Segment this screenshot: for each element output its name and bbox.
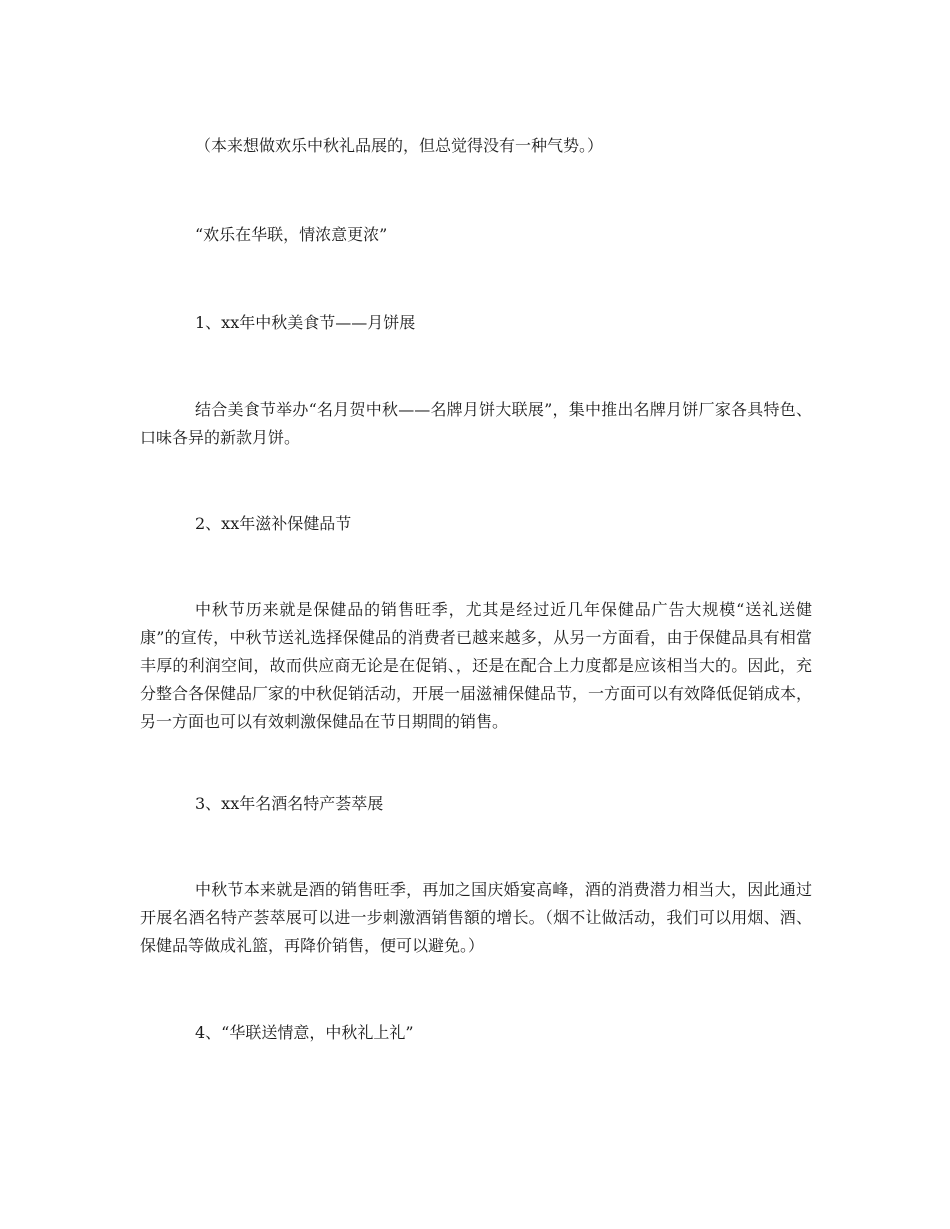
section-3-body: 中秋节本来就是酒的销售旺季，再加之国庆婚宴高峰，酒的消费潜力相当大，因此通过开展名酒名特产荟萃展可以进一步刺激酒销售額的增长。（烟不让做活动，我们可以用烟、酒、保健品等做成礼篮，再降价销售，便可以避免。）	[140, 880, 812, 955]
section-3-heading: 3、xx年名酒名特产荟萃展	[195, 794, 384, 813]
section-4-heading: 4、“华联送情意，中秋礼上礼”	[195, 1023, 414, 1042]
section-2-body: 中秋节历来就是保健品的销售旺季，尤其是经过近几年保健品广告大规模“送礼送健康”的宣传，中秋节送礼选择保健品的消费者已越来越多，从另一方面看，由于保健品具有相當丰厚的利润空间，故而供应商无论是在促销、，还是在配合上力度都是应该相当大的。因此，充分整合各保健品厂家的中秋促销活动，开展一届滋補保健品节，一方面可以有效降低促销成本，另一方面也可以有效刺激保健品在节日期間的销售。	[140, 600, 813, 731]
section-2-heading: 2、xx年滋补保健品节	[195, 514, 352, 533]
intro-note: （本来想做欢乐中秋礼品展的，但总觉得没有一种气势。）	[195, 136, 604, 155]
section-1-heading: 1、xx年中秋美食节——月饼展	[195, 313, 416, 332]
section-1-body: 结合美食节举办“名月贺中秋——名牌月饼大联展”，集中推出名牌月饼厂家各具特色、口味各异的新款月饼。	[140, 400, 812, 447]
slogan: “欢乐在华联，情浓意更浓”	[195, 225, 388, 244]
